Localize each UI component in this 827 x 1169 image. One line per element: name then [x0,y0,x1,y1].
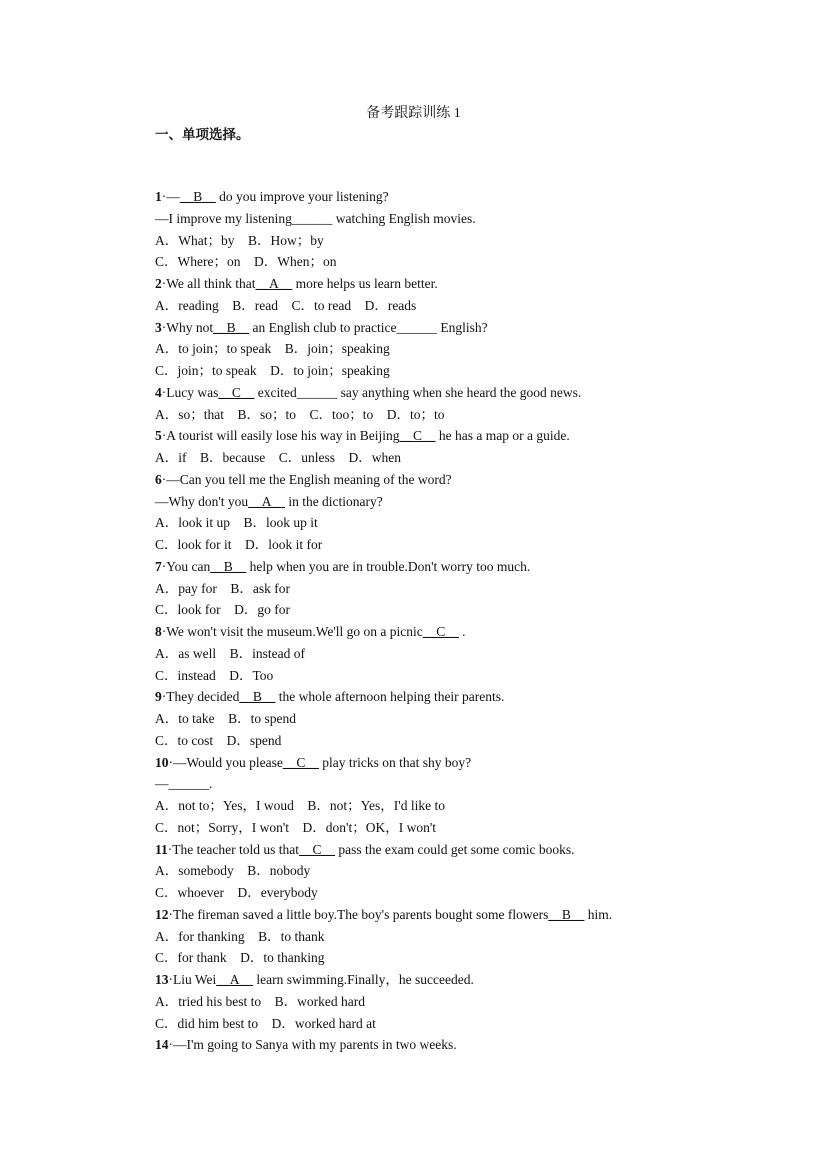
question-number: 7 [155,558,162,574]
question-text: —______. [155,776,213,792]
answer-blank: __C__ [298,841,335,857]
question-stem [155,839,795,861]
question-continuation [155,491,795,513]
question-text: ·Lucy was [161,384,219,400]
question-text: ·We won't visit the museum.We'll go on a picnic [161,624,423,639]
question-text: ·Liu Wei [168,972,217,987]
question-text: he has a map or a guide. [435,428,570,444]
question-text: do you improve your listening? [215,189,389,204]
question-stem [155,469,795,491]
answer-options: C．did him best to D．worked hard at [155,1015,376,1031]
question-text: ·The fireman saved a little boy.The boy's parents bought some flowers [168,906,549,922]
question-stem [155,686,795,708]
answer-options: A．to take B．to spend [155,711,296,726]
question-text: ·A tourist will easily lose his way in Beijing [161,428,400,444]
answer-options: C．whoever D．everybody [155,885,318,900]
question-list [155,186,795,1056]
question-number: 14 [155,1037,169,1053]
answer-options: A．not to；Yes，I woud B．not；Yes，I'd like to [155,798,445,813]
question-text: excited______ say anything when she heard the good news. [254,384,582,400]
question-text: pass the exam could get some comic books. [334,841,575,857]
question-text: ·You can [161,558,211,574]
question-stem [155,1034,795,1056]
question-number: 5 [155,428,162,444]
answer-blank: __C__ [422,624,459,639]
answer-options: C．join；to speak D．to join；speaking [155,363,390,378]
answer-blank: __C__ [282,754,319,770]
question-text: ·—Would you please [168,754,283,770]
question-text: him. [584,906,613,922]
answer-options: A．to join；to speak B．join；speaking [155,341,390,357]
question-number: 2 [155,276,162,291]
question-number: 10 [155,754,169,770]
question-text: more helps us learn better. [292,276,438,291]
question-stem [155,186,795,208]
question-stem [155,969,795,991]
question-stem [155,317,795,339]
answer-blank: __B__ [239,689,276,705]
answer-blank: __B__ [548,906,585,922]
question-text: an English club to practice______ English? [249,319,488,335]
question-text: in the dictionary? [284,493,383,509]
question-number: 1 [155,189,162,204]
answer-options: A．reading B．read C．to read D．reads [155,297,417,313]
question-text: ·—Can you tell me the English meaning of the word? [161,471,452,487]
answer-blank: __C__ [399,428,436,444]
answer-blank: __A__ [216,972,254,987]
answer-options: A．for thanking B．to thank [155,928,325,944]
answer-options: C．not；Sorry，I won't D．don't；OK，I won't [155,819,437,835]
question-text: ·— [161,189,180,204]
answer-options: C．to cost D．spend [155,732,282,748]
answer-blank: __B__ [179,189,216,204]
question-stem [155,904,795,926]
answer-options: A．so；that B．so；to C．too；to D．to；to [155,406,445,422]
answer-options: C．look for it D．look it for [155,537,323,552]
answer-options: A．pay for B．ask for [155,580,290,596]
answer-options: A．as well B．instead of [155,645,305,661]
question-number: 4 [155,384,162,400]
answer-options: A．What；by B．How；by [155,232,324,248]
question-text: —I improve my listening______ watching English movies. [155,210,476,226]
question-stem [155,382,795,404]
section-heading: 一、单项选择。 [155,127,250,143]
question-text: —Why don't you [155,493,249,509]
question-number: 11 [155,841,168,857]
question-number: 13 [155,972,169,987]
question-stem [155,556,795,578]
answer-blank: __B__ [210,558,247,574]
question-number: 9 [155,689,162,705]
question-stem [155,752,795,774]
question-continuation [155,208,795,230]
answer-options: A．somebody B．nobody [155,863,311,879]
question-continuation [155,773,795,795]
answer-options: A．look it up B．look up it [155,515,318,531]
question-text: ·Why not [161,319,214,335]
question-number: 12 [155,906,169,922]
answer-blank: __A__ [248,493,285,509]
question-number: 3 [155,319,162,335]
answer-options: C．Where；on D．When；on [155,254,337,270]
question-text: play tricks on that shy boy? [318,754,472,770]
question-stem [155,425,795,447]
answer-options: A．if B．because C．unless D．when [155,450,401,465]
question-stem [155,273,795,295]
answer-options: A．tried his best to B．worked hard [155,993,365,1009]
question-text: ·The teacher told us that [167,841,299,857]
question-text: ·They decided [161,689,240,705]
question-stem [155,621,795,643]
question-text: ·We all think that [161,276,256,291]
question-text: the whole afternoon helping their parents. [275,689,505,705]
answer-blank: __C__ [218,384,255,400]
question-text: help when you are in trouble.Don't worry too much. [246,558,531,574]
answer-blank: __A__ [255,276,293,291]
answer-blank: __B__ [213,319,250,335]
page-title: 备考跟踪训练 1 [366,106,461,121]
answer-options: C．for thank D．to thanking [155,950,325,966]
question-text: ·—I'm going to Sanya with my parents in two weeks. [168,1037,457,1053]
question-text: . [458,624,466,639]
question-text: learn swimming.Finally，he succeeded. [253,972,474,987]
question-number: 8 [155,624,162,639]
question-number: 6 [155,471,162,487]
answer-options: C．instead D．Too [155,667,274,683]
answer-options: C．look for D．go for [155,602,290,618]
